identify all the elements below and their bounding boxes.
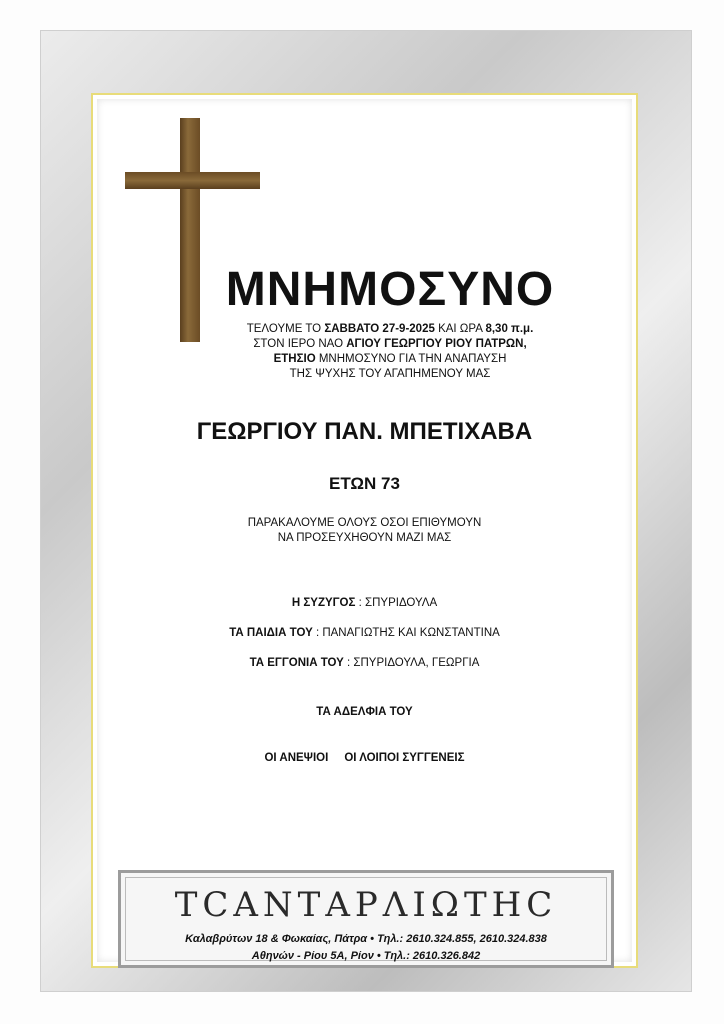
grandchildren-line bbox=[97, 657, 632, 669]
request-line-2: ΝΑ ΠΡΟΣΕΥΧΗΘΟΥΝ ΜΑΖΙ ΜΑΣ bbox=[277, 532, 452, 544]
intro-text-part: ΤΕΛΟΥΜΕ ΤΟ bbox=[246, 323, 325, 335]
spouse-value: : ΣΠΥΡΙΔΟΥΛΑ bbox=[355, 597, 438, 609]
page-title: ΜΝΗΜΟΣΥΝΟ bbox=[225, 263, 555, 316]
spacer bbox=[328, 752, 344, 764]
cross-horizontal-beam bbox=[125, 172, 260, 189]
intro-text-part: ΜΝΗΜΟΣΥΝΟ ΓΙΑ ΤΗΝ ΑΝΑΠΑΥΣΗ bbox=[315, 353, 507, 365]
deceased-name: ΓΕΩΡΓΙΟΥ ΠΑΝ. ΜΠΕΤΙΧΑΒΑ bbox=[196, 418, 533, 445]
cross-vertical-beam bbox=[180, 118, 200, 342]
grandchildren-label: ΤΑ ΕΓΓΟΝΙΑ ΤΟΥ bbox=[249, 657, 344, 669]
grandchildren-value: : ΣΠΥΡΙΔΟΥΛΑ, ΓΕΩΡΓΙΑ bbox=[343, 657, 480, 669]
other-relatives-line bbox=[97, 752, 632, 764]
prayer-request bbox=[97, 516, 632, 546]
address-line-1: Καλαβρύτων 18 & Φωκαίας, Πάτρα • Τηλ.: 2610.324.855, 2610.324.838 bbox=[185, 933, 547, 945]
request-line-1: ΠΑΡΑΚΑΛΟΥΜΕ ΟΛΟΥΣ ΟΣΟΙ ΕΠΙΘΥΜΟΥΝ bbox=[247, 517, 482, 529]
funeral-home-logo: ΤCΑΝΤΑΡΛΙΩΤΗC bbox=[174, 885, 558, 925]
church-name: ΑΓΙΟΥ ΓΕΩΡΓΙΟΥ ΡΙΟΥ ΠΑΤΡΩΝ, bbox=[346, 338, 527, 350]
address-line-2: Αθηνών - Ρίου 5Α, Ρίον • Τηλ.: 2610.326.842 bbox=[251, 950, 481, 962]
nephews-label: ΟΙ ΑΝΕΨΙΟΙ bbox=[264, 752, 329, 764]
intro-line-1 bbox=[200, 322, 580, 337]
spouse-line bbox=[97, 597, 632, 609]
deceased-age: ΕΤΩΝ 73 bbox=[329, 474, 400, 493]
children-label: ΤΑ ΠΑΙΔΙΑ ΤΟΥ bbox=[229, 627, 313, 639]
intro-line-3 bbox=[200, 352, 580, 367]
spouse-label: Η ΣΥΖΥΓΟΣ bbox=[291, 597, 356, 609]
memorial-type: ΕΤΗΣΙΟ bbox=[273, 353, 316, 365]
intro-text-part: ΚΑΙ ΩΡΑ bbox=[434, 323, 486, 335]
siblings-label: ΤΑ ΑΔΕΛΦΙΑ ΤΟΥ bbox=[316, 706, 413, 718]
memorial-date: ΣΑΒΒΑΤΟ 27-9-2025 bbox=[324, 323, 435, 335]
intro-line-2 bbox=[200, 337, 580, 352]
siblings-line bbox=[97, 706, 632, 718]
intro-text bbox=[200, 322, 580, 382]
memorial-time: 8,30 π.μ. bbox=[485, 323, 534, 335]
children-value: : ΠΑΝΑΓΙΩΤΗΣ ΚΑΙ ΚΩΝΣΤΑΝΤΙΝΑ bbox=[312, 627, 500, 639]
funeral-home-footer bbox=[118, 870, 614, 968]
intro-line-4: ΤΗΣ ΨΥΧΗΣ ΤΟΥ ΑΓΑΠΗΜΕΝΟΥ ΜΑΣ bbox=[289, 368, 491, 380]
others-label: ΟΙ ΛΟΙΠΟΙ ΣΥΓΓΕΝΕΙΣ bbox=[344, 752, 465, 764]
intro-text-part: ΣΤΟΝ ΙΕΡΟ ΝΑΟ bbox=[253, 338, 347, 350]
children-line bbox=[97, 627, 632, 639]
